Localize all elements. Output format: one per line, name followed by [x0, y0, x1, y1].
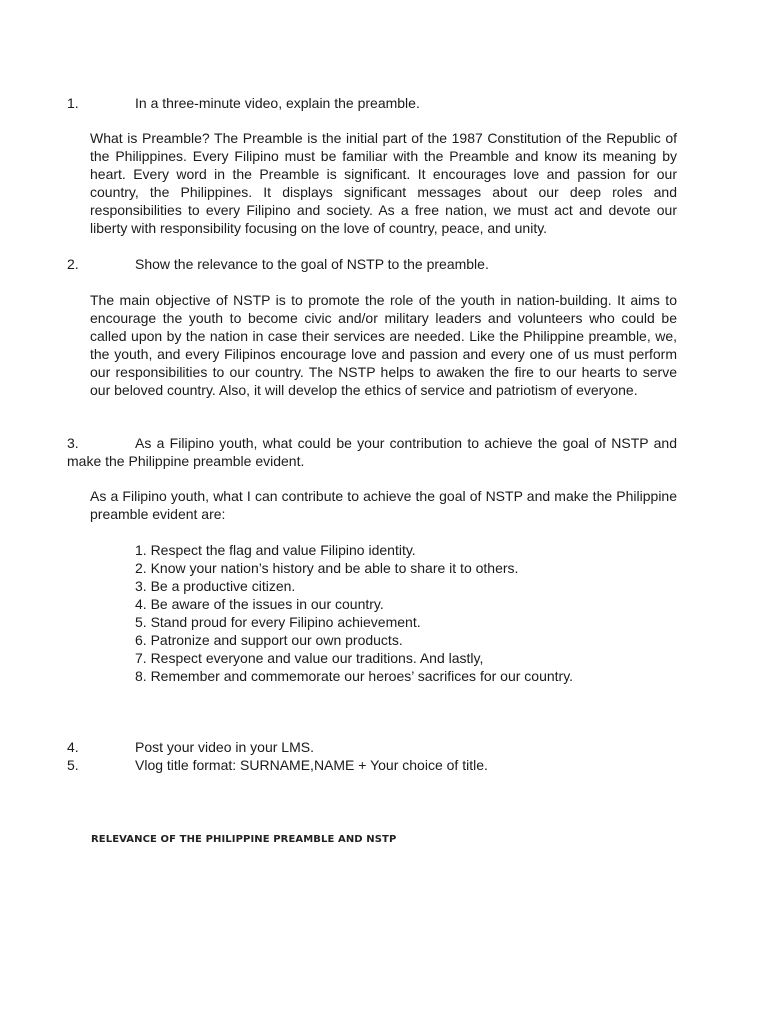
list-item: 8. Remember and commemorate our heroes’ sacrifices for our country.: [135, 668, 574, 684]
section-heading: RELEVANCE OF THE PHILIPPINE PREAMBLE AND NSTP: [91, 834, 397, 845]
list-item: 1. Respect the flag and value Filipino identity.: [135, 542, 416, 558]
answer-1-paragraph: What is Preamble? The Preamble is the initial part of the 1987 Constitution of the Republic of the Philippines. Every Filipino must be familiar with the Preamble and know its meaning by heart. Every word in the Preamble is significant. It encourages love and passion for our country, the Philippines. It displays significant messages about our deep roles and responsibilities to every Filipino and society. As a free nation, we must act and devote our liberty with responsibility focusing on the love of country, peace, and unity.: [90, 130, 677, 236]
question-number: 3.: [67, 435, 79, 451]
question-text: In a three-minute video, explain the preamble.: [135, 95, 420, 111]
question-1: [67, 94, 677, 112]
question-text: Show the relevance to the goal of NSTP to the preamble.: [135, 256, 489, 272]
contribution-list: [135, 541, 573, 685]
answer-3-paragraph: As a Filipino youth, what I can contribute to achieve the goal of NSTP and make the Philippine preamble evident are:: [90, 488, 677, 522]
question-text: Vlog title format: SURNAME,NAME + Your choice of title.: [135, 757, 488, 773]
list-item: 7. Respect everyone and value our traditions. And lastly,: [135, 650, 484, 666]
question-3: [67, 434, 677, 470]
list-item: 5. Stand proud for every Filipino achievement.: [135, 614, 421, 630]
list-item: 4. Be aware of the issues in our country.: [135, 596, 384, 612]
question-number: 5.: [67, 757, 79, 773]
list-item: 2. Know your nation’s history and be able to share it to others.: [135, 560, 519, 576]
question-4: [67, 738, 677, 756]
question-number: 1.: [67, 95, 79, 111]
answer-2-paragraph: The main objective of NSTP is to promote the role of the youth in nation-building. It aims to encourage the youth to become civic and/or military leaders and volunteers who could be called upon by the nation in case their services are needed. Like the Philippine preamble, we, the youth, and every Filipinos encourage love and passion and every one of us must perform our responsibilities to our country. The NSTP helps to awaken the fire to our hearts to serve our beloved country. Also, it will develop the ethics of service and patriotism of everyone.: [90, 292, 677, 398]
question-text: Post your video in your LMS.: [135, 739, 314, 755]
question-text: As a Filipino youth, what could be your contribution to achieve the goal of NSTP and make the Philippine preamble evident.: [67, 435, 677, 469]
question-2: [67, 255, 677, 273]
question-number: 4.: [67, 739, 79, 755]
question-number: 2.: [67, 256, 79, 272]
question-5: [67, 756, 677, 774]
list-item: 6. Patronize and support our own products.: [135, 632, 403, 648]
list-item: 3. Be a productive citizen.: [135, 578, 296, 594]
